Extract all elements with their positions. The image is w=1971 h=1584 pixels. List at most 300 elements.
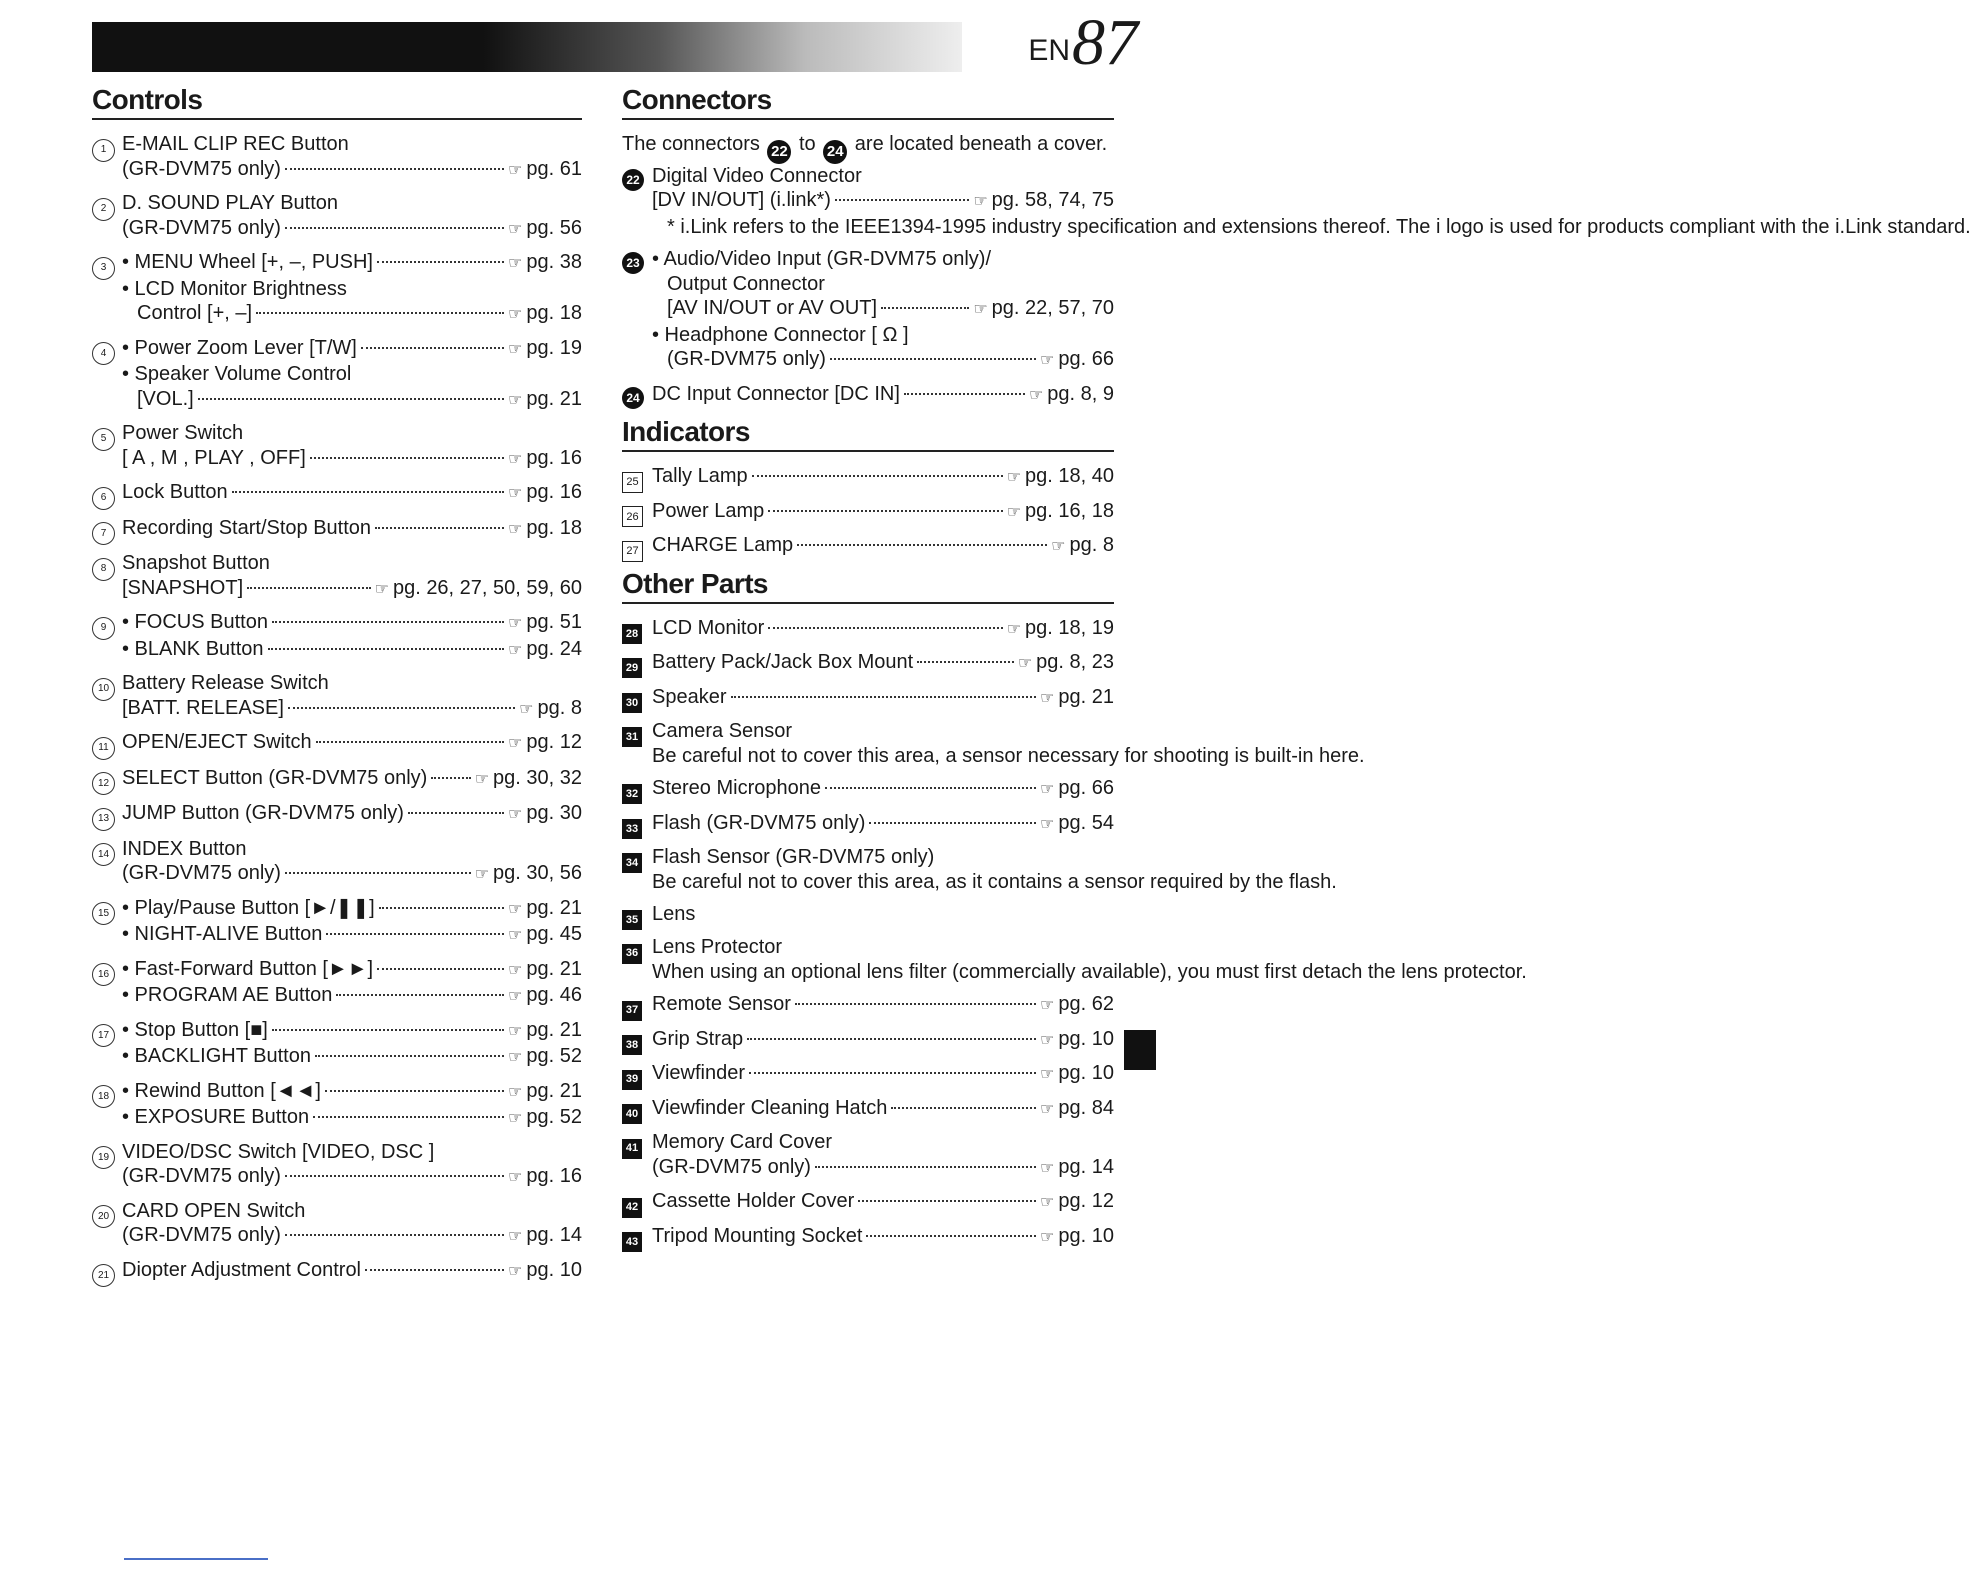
connector-number-marker: 22 [622,169,644,191]
part-number-marker: 28 [622,624,642,644]
page-reference [508,957,582,984]
page-ref-icon: ☞ [1051,538,1066,555]
page-reference [375,576,582,603]
indicator-line [652,499,1114,526]
control-item [92,730,582,758]
page-ref-icon: ☞ [508,485,523,502]
dot-leader [830,358,1036,360]
dot-leader [310,457,504,459]
dot-leader [326,933,504,935]
control-item [92,1140,582,1191]
control-number-marker: 21 [92,1264,115,1287]
page-reference [508,301,582,328]
control-text: Diopter Adjustment Control [122,1258,362,1281]
control-marker-cell [92,250,122,328]
page-ref-text: pg. 10 [526,1258,582,1281]
control-marker-cell [92,957,122,1010]
page-ref-text: pg. 58, 74, 75 [991,189,1114,211]
page-reference [1018,650,1114,677]
part-line [652,1155,1114,1182]
control-marker-cell [92,896,122,949]
control-item [92,516,582,544]
page-reference [508,516,582,543]
page-ref-text: pg. 21 [526,896,582,919]
control-number-marker: 8 [92,558,115,581]
part-line [652,616,1114,643]
page-reference [508,446,582,473]
control-text: • Rewind Button [◄◄] [122,1079,321,1102]
control-text: • NIGHT-ALIVE Button [122,923,323,945]
control-line [122,480,582,507]
dot-leader [815,1166,1036,1168]
control-text: • Fast-Forward Button [►►] [122,957,374,980]
part-line [652,1189,1114,1216]
control-text: E-MAIL CLIP REC Button [122,133,349,155]
control-body [122,480,582,508]
control-item [92,421,582,472]
page-reference [508,1018,582,1045]
dot-leader [797,544,1047,546]
page-ref-text: pg. 16, 18 [1025,499,1114,522]
control-line [122,191,582,216]
dot-leader [825,787,1036,789]
part-body [652,902,1114,927]
indicator-body [652,533,1114,560]
page-ref-icon: ☞ [1040,1228,1055,1246]
part-item [622,685,1114,712]
control-number-marker: 5 [92,428,115,451]
page-ref-text: pg. 62 [1058,993,1114,1016]
dot-leader [379,907,504,909]
part-number-marker: 39 [622,1070,642,1090]
dot-leader [747,1038,1036,1040]
control-marker-cell [92,837,122,888]
page-ref-text: pg. 21 [1058,685,1114,708]
page-ref-icon: ☞ [519,700,534,718]
control-line [122,861,582,888]
part-item [622,811,1114,838]
connector-body [652,382,1114,409]
control-item [92,801,582,829]
page-ref-icon: ☞ [508,1169,523,1186]
controls-title: Controls [92,84,582,120]
control-text: • LCD Monitor Brightness [122,277,347,300]
control-line [122,336,582,363]
left-column [92,84,582,1293]
page-ref-text: pg. 21 [526,1079,582,1102]
control-line [122,1223,582,1250]
page-ref-text: pg. 21 [526,1018,582,1041]
control-item [92,610,582,663]
part-number-marker: 31 [622,727,642,747]
page-ref-icon: ☞ [508,735,523,752]
control-line [122,421,582,446]
page-ref-icon: ☞ [1017,655,1033,672]
control-marker-cell [92,801,122,829]
dot-leader [288,707,515,709]
dot-leader [313,1116,504,1118]
control-text: • MENU Wheel [+, –, PUSH] [122,251,373,273]
part-line [652,960,1527,985]
control-text: • Stop Button [■] [122,1018,268,1041]
page-reference [508,387,582,414]
connector-text: • Audio/Video Input (GR-DVM75 only)/ [652,248,992,270]
page-ref-text: pg. 10 [1058,1224,1114,1247]
page-ref-icon: ☞ [508,806,523,823]
page-ref-text: pg. 45 [526,923,582,945]
control-line [122,301,582,328]
part-number-marker: 30 [622,693,642,713]
page-ref-icon: ☞ [508,1049,523,1066]
part-text: Cassette Holder Cover [652,1190,855,1213]
control-number-marker: 6 [92,487,115,510]
control-text: [SNAPSHOT] [122,576,244,599]
page-ref-text: pg. 52 [526,1106,582,1128]
part-line [652,650,1114,677]
control-body [122,132,582,183]
control-marker-cell [92,1079,122,1132]
indicator-line [652,533,1114,560]
part-line [652,902,1114,927]
part-number-marker: 37 [622,1001,642,1021]
control-line [122,837,582,862]
control-line [122,1105,582,1132]
dot-leader [315,1055,504,1057]
page-ref-icon: ☞ [508,161,523,179]
dot-leader [858,1200,1036,1202]
control-item [92,336,582,414]
dot-leader [749,1072,1036,1074]
dot-leader [917,661,1014,663]
indicator-body [652,499,1114,526]
connector-line [652,247,1114,272]
page-ref-text: pg. 21 [526,387,582,410]
control-item [92,766,582,794]
part-item [622,902,1114,927]
part-item [622,1224,1114,1251]
page-reference [1040,1224,1114,1251]
dot-leader [361,347,504,349]
part-item [622,650,1114,677]
dot-leader [247,587,370,589]
control-text: JUMP Button (GR-DVM75 only) [122,802,404,824]
indicator-number-marker: 26 [622,506,643,527]
control-marker-cell [92,610,122,663]
control-line [122,216,582,243]
page-ref-text: pg. 16 [526,481,582,503]
control-marker-cell [92,730,122,758]
control-number-marker: 13 [92,808,115,831]
control-number-marker: 4 [92,342,115,365]
intro-middle: to [798,133,816,155]
part-number-marker: 38 [622,1035,642,1055]
connector-text: Digital Video Connector [652,164,862,187]
part-body [652,616,1114,643]
part-number-marker: 43 [622,1232,642,1252]
control-item [92,671,582,722]
control-line [122,1199,582,1224]
control-body [122,336,582,414]
indicator-number-marker: 27 [622,541,643,562]
page-ref-text: pg. 56 [526,216,582,239]
page-reference [475,766,582,793]
page-ref-text: pg. 8 [537,696,582,719]
control-text: Snapshot Button [122,552,270,574]
connector-text: • Headphone Connector [ Ω ] [652,323,909,346]
control-text: • BLANK Button [122,637,264,660]
page-reference [1040,1061,1114,1088]
dot-leader [316,741,504,743]
page-ref-icon: ☞ [1040,815,1055,833]
connector-line [652,215,1971,240]
part-marker-cell [622,845,652,894]
connector-item [622,247,1114,374]
page-reference [508,1105,582,1132]
part-number-marker: 35 [622,910,642,930]
control-line [122,157,582,184]
page-ref-icon: ☞ [1028,386,1044,404]
control-line [122,671,582,696]
part-item [622,719,1365,768]
page-ref-icon: ☞ [508,988,523,1005]
dot-leader [835,199,969,201]
page-reference [508,730,582,757]
dot-leader [431,777,470,779]
page-ref-icon: ☞ [1040,997,1055,1015]
part-item [622,616,1114,643]
control-text: Recording Start/Stop Button [122,516,372,539]
page-reference [1040,1155,1114,1182]
page-ref-text: pg. 52 [526,1045,582,1067]
page-ref-icon: ☞ [508,255,523,272]
intro-to-marker: 24 [823,140,847,164]
connector-line [652,164,1114,189]
part-line [652,870,1337,895]
control-number-marker: 9 [92,617,115,640]
part-item [622,1096,1114,1123]
page-reference [508,157,582,184]
part-number-marker: 41 [622,1139,642,1159]
connector-line [652,323,1114,348]
control-text: (GR-DVM75 only) [122,157,281,180]
control-line [122,696,582,723]
intro-from-marker: 22 [767,140,791,164]
page-ref-icon: ☞ [973,193,988,210]
dot-leader [272,1029,504,1031]
control-line [122,576,582,603]
control-text: Power Switch [122,422,244,444]
control-body [122,191,582,242]
part-text: Remote Sensor [652,993,791,1016]
page-ref-icon: ☞ [1040,781,1055,798]
page-number-value: 87 [1072,6,1138,79]
connector-text: [AV IN/OUT or AV OUT] [667,297,878,319]
page-reference [508,1258,582,1285]
control-line [122,250,582,277]
dot-leader [377,261,504,263]
page-ref-text: pg. 18, 19 [1025,616,1114,639]
page-ref-icon: ☞ [508,306,523,323]
part-body [652,811,1114,838]
connector-line [652,272,1114,297]
indicator-text: CHARGE Lamp [652,534,794,556]
page-reference [1051,533,1114,560]
indicator-marker-cell [622,464,652,491]
page-reference [1007,616,1114,643]
part-number-marker: 36 [622,944,642,964]
control-line [122,516,582,543]
control-number-marker: 17 [92,1024,115,1047]
page-ref-icon: ☞ [508,641,523,659]
part-text: LCD Monitor [652,616,765,639]
part-body [652,1027,1114,1054]
part-text: Viewfinder Cleaning Hatch [652,1096,888,1119]
control-line [122,446,582,473]
control-marker-cell [92,336,122,414]
part-marker-cell [622,650,652,677]
part-body [652,992,1114,1019]
control-text: D. SOUND PLAY Button [122,192,339,214]
part-marker-cell [622,685,652,712]
connector-text: DC Input Connector [DC IN] [652,382,900,405]
part-text: Flash Sensor (GR-DVM75 only) [652,846,935,868]
control-item [92,551,582,602]
page-ref-text: pg. 10 [1058,1027,1114,1050]
control-number-marker: 11 [92,737,115,760]
control-text: • FOCUS Button [122,611,268,633]
control-item [92,1079,582,1132]
page-reference [508,480,582,507]
page-reference [1040,685,1114,712]
control-text: VIDEO/DSC Switch [VIDEO, DSC ] [122,1140,435,1163]
part-item [622,845,1337,894]
control-line [122,132,582,157]
indicator-item [622,499,1114,526]
connector-line [652,188,1114,215]
control-item [92,896,582,949]
part-item [622,1061,1114,1088]
dot-leader [285,1234,504,1236]
control-body [122,837,582,888]
control-body [122,610,582,663]
part-item [622,776,1114,803]
control-marker-cell [92,766,122,794]
page-reference [508,1044,582,1071]
connector-number-marker: 24 [622,387,644,409]
dot-leader [795,1003,1036,1005]
dot-leader [731,696,1037,698]
control-body [122,421,582,472]
part-body [652,1189,1114,1216]
part-marker-cell [622,902,652,927]
part-item [622,1027,1114,1054]
control-line [122,801,582,828]
dot-leader [866,1235,1036,1237]
part-text: Stereo Microphone [652,777,821,799]
page-ref-icon: ☞ [508,340,523,358]
side-tab-marker [1124,1030,1156,1070]
page-reference [475,861,582,888]
page-ref-icon: ☞ [508,961,523,979]
control-number-marker: 16 [92,963,115,986]
connector-item [622,164,1971,240]
page-ref-icon: ☞ [508,391,523,409]
indicators-title: Indicators [622,416,1114,452]
page-reference [508,336,582,363]
part-line [652,744,1365,769]
page-ref-icon: ☞ [474,866,490,883]
dot-leader [336,994,504,996]
connector-marker-cell [622,382,652,409]
page-ref-text: pg. 18 [526,516,582,539]
indicator-marker-cell [622,533,652,560]
control-line [122,922,582,949]
dot-leader [256,312,504,314]
part-line [652,1224,1114,1251]
page-reference [973,296,1114,323]
part-marker-cell [622,1130,652,1181]
page-ref-text: pg. 46 [526,984,582,1006]
page-ref-text: pg. 61 [526,157,582,180]
part-number-marker: 33 [622,819,642,839]
page-ref-icon: ☞ [1040,1159,1055,1177]
control-text: (GR-DVM75 only) [122,1224,281,1246]
page-ref-icon: ☞ [508,1228,523,1245]
control-marker-cell [92,191,122,242]
control-marker-cell [92,480,122,508]
connector-line [652,382,1114,409]
page-ref-icon: ☞ [474,770,490,788]
dot-leader [891,1107,1036,1109]
control-text: • Speaker Volume Control [122,363,352,385]
part-body [652,1061,1114,1088]
page-reference [1040,992,1114,1019]
part-line [652,992,1114,1019]
page-ref-text: pg. 10 [1058,1062,1114,1085]
page-ref-text: pg. 14 [526,1224,582,1246]
page-reference [508,1079,582,1106]
page-ref-text: pg. 8, 23 [1036,651,1114,673]
control-number-marker: 10 [92,678,115,701]
page-ref-icon: ☞ [508,520,523,538]
page-ref-icon: ☞ [508,450,523,468]
part-line [652,1130,1114,1155]
dot-leader [881,307,969,309]
connector-text: [DV IN/OUT] (i.link*) [652,189,831,211]
page-reference [508,637,582,664]
page-ref-icon: ☞ [508,615,523,632]
page-reference [508,1223,582,1250]
dot-leader [285,227,504,229]
part-body [652,776,1114,803]
page-ref-icon: ☞ [1040,1031,1055,1049]
page-reference [508,896,582,923]
control-marker-cell [92,421,122,472]
control-text: • BACKLIGHT Button [122,1045,311,1067]
page-ref-icon: ☞ [508,1083,523,1101]
page-reference [1040,776,1114,803]
control-line [122,896,582,923]
control-marker-cell [92,671,122,722]
part-text: Battery Pack/Jack Box Mount [652,651,914,673]
indicator-item [622,464,1114,491]
control-line [122,1258,582,1285]
control-item [92,132,582,183]
part-marker-cell [622,992,652,1019]
indicator-text: Power Lamp [652,499,765,522]
control-line [122,1079,582,1106]
page-ref-text: pg. 18, 40 [1025,465,1114,487]
